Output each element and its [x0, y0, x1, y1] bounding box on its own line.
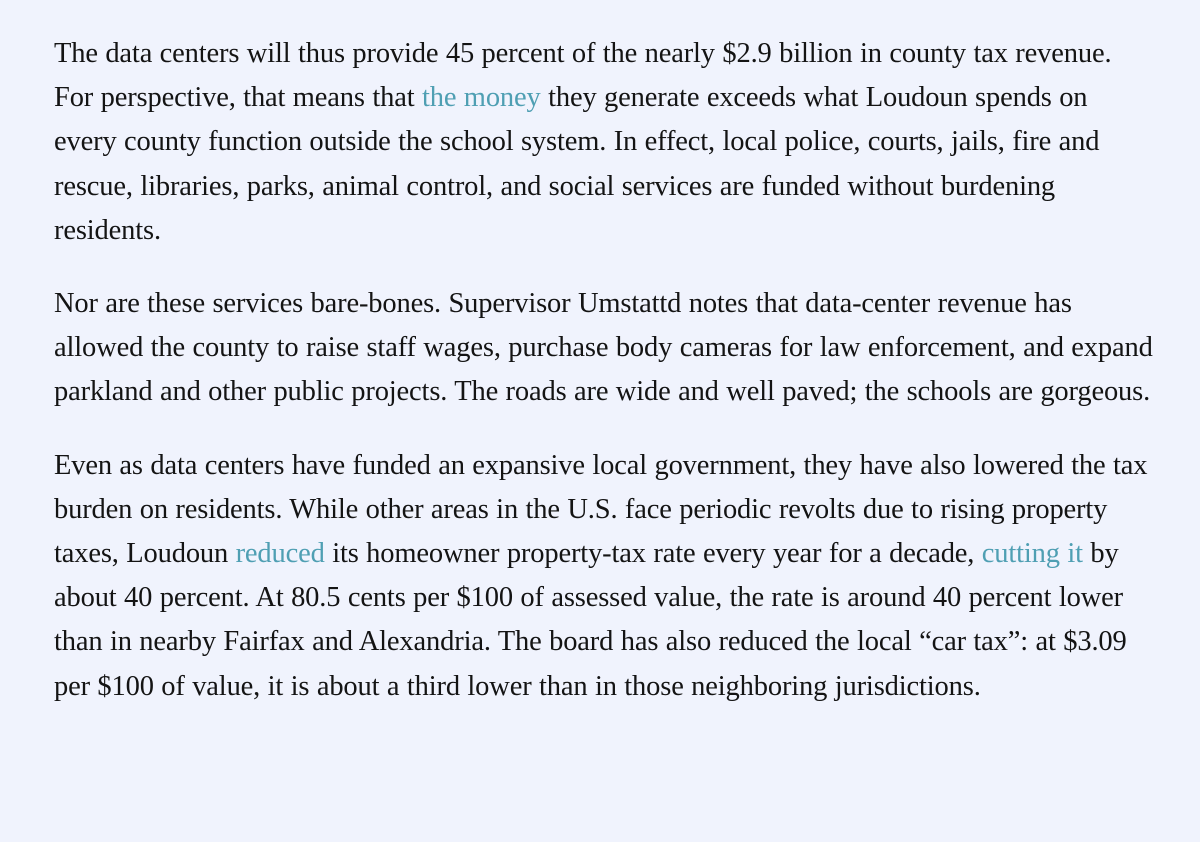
paragraph-text: its homeowner property-tax rate every year for a decade, [324, 538, 982, 570]
reduced-link[interactable]: reduced [235, 538, 325, 570]
paragraph-tax-burden [54, 444, 1154, 709]
paragraph-text: Nor are these services bare-bones. Supervisor Umstattd notes that data-center revenue has allowed the county to raise staff wages, purchase body cameras for law enforcement, and expand parkland and other public projects. The roads are wide and well paved; the schools are gorgeous. [54, 288, 1153, 408]
paragraph-text: Even as data centers have funded an expansive local government, they have also lowered the tax burden on residents. While other areas in the U.S. face periodic revolts due to rising property taxes, Loudoun [54, 449, 1148, 570]
paragraph-revenue-share [54, 32, 1154, 253]
the-money-link[interactable]: the money [421, 82, 541, 114]
article-body [54, 32, 1154, 738]
cutting-it-link[interactable]: cutting it [981, 538, 1083, 570]
paragraph-text: The data centers will thus provide 45 percent of the nearly $2.9 billion in county tax revenue. For perspective, that means that [54, 38, 1112, 114]
paragraph-text: they generate exceeds what Loudoun spends on every county function outside the school system. In effect, local police, courts, jails, fire and rescue, libraries, parks, animal control, and social services are funded without burdening residents. [54, 82, 1100, 246]
paragraph-services [54, 282, 1154, 415]
paragraph-text: by about 40 percent. At 80.5 cents per $100 of assessed value, the rate is around 40 percent lower than in nearby Fairfax and Alexandria. The board has also reduced the local “car tax”: at $3.09 per $100 of value, it is about a third lower than in those neighboring jurisdictions. [54, 538, 1127, 702]
